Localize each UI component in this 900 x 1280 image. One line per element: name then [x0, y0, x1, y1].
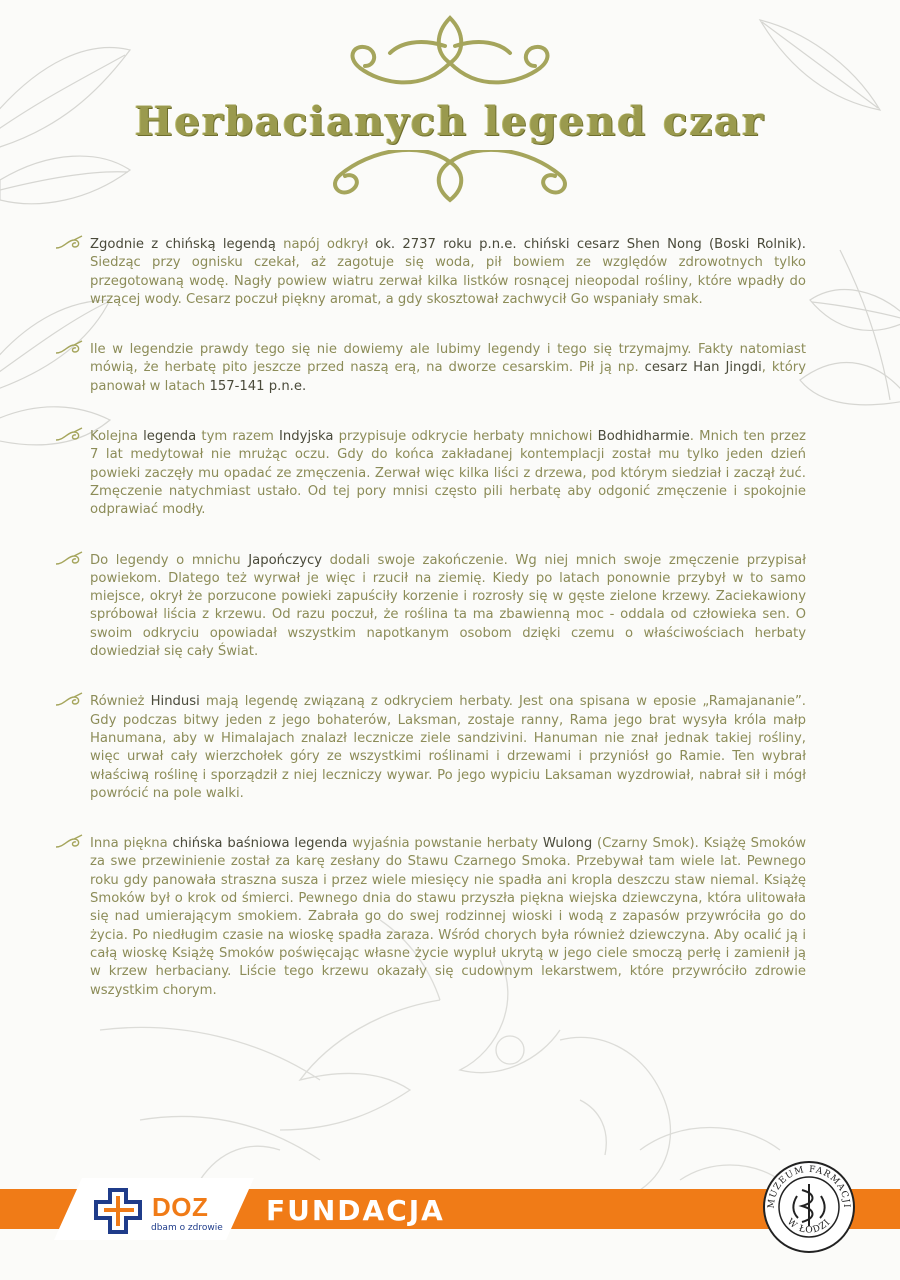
paragraph-hindu: [90, 693, 806, 803]
highlighted-text: 157-141 p.n.e.: [209, 378, 307, 394]
bottom-flourish-ornament: [320, 150, 580, 210]
paragraph-shen-nong: [90, 236, 806, 309]
paragraph-text: Inna piękna: [90, 836, 173, 852]
paragraph-text: . Mnich ten przez 7 lat medytował nie mrużąc oczu. Gdy do końca zakładanej kontemplacji został mu tylko jeden dzień powieki zaczęły mu opadać ze zmęczenia. Zerwał więc kilka liści z drzewa, pod którym siedział i zaczął żuć. Zmęczenie natychmiast ustało. Od tej pory mnisi często pili herbatę aby odgonić zmęczenie i spokojnie odprawiać modły.: [90, 429, 806, 518]
fundacja-label: FUNDACJA: [266, 1194, 445, 1227]
swirl-bullet-icon: [54, 339, 84, 359]
swirl-bullet-icon: [54, 833, 84, 853]
highlighted-text: cesarz Han Jingdi: [644, 360, 762, 376]
paragraph-text: , który panował w latach: [90, 360, 807, 394]
doz-brand-name: DOZ: [152, 1192, 209, 1222]
highlighted-text: Zgodnie z chińską legendą: [90, 237, 276, 252]
paragraph-text: przypisuje odkrycie herbaty mnichowi: [333, 429, 598, 445]
swirl-bullet-icon: [54, 550, 84, 570]
paragraph-wulong: [90, 835, 806, 1000]
paragraph-text: napój odkrył: [275, 237, 376, 252]
page-title: Herbacianych legend czar: [134, 98, 766, 145]
legend-text-column: [90, 236, 806, 1000]
paragraph-text: Kolejna: [90, 429, 144, 445]
paragraph-text: (Czarny Smok). Książę Smoków za swe przewinienie został za karę zesłany do Stawu Czarnego Smoka. Przebywał tam wiele lat. Pewnego roku gdy panowała straszna susza i przez wiele miesięcy nie spadła ani kropla deszczu staw niemal. Książę Smoków był o krok od śmierci. Pewnego dnia do stawu przyszła piękna wiejska dziewczyna, która ulitowała się nad umierającym smokiem. Zabrała go do swej rodzinnej wioski i wodą z zapasów przywróciła go do życia. Po niedługim czasie na wioskę spadła zaraza. Wśród chorych była również dziewczyna. Aby ocalić ją i całą wioskę Książę Smoków poświęcając własne życie wypluł ukrytą w jego ciele smoczą perłę i zamienił ją w krzew herbaciany. Liście tego krzewu okazały się cudownym lekarstwem, które przywróciło zdrowie wszystkim chorym.: [90, 836, 806, 998]
paragraph-han-jingdi: [90, 341, 806, 396]
seal-text-bottom: W ŁODZI: [784, 1217, 834, 1236]
paragraph-text: Do legendy o mnichu: [90, 552, 249, 568]
highlighted-text: legenda: [143, 429, 197, 445]
museum-seal-logo: [762, 1160, 856, 1254]
paragraph-bodhidharma: [90, 428, 806, 519]
doz-brand-tagline: dbam o zdrowie: [151, 1223, 223, 1233]
top-flourish-ornament: [320, 8, 580, 94]
highlighted-text: Bodhidharmie: [597, 429, 690, 445]
paragraph-text: Również: [90, 694, 151, 710]
paragraph-text: mają legendę związaną z odkryciem herbaty. Jest ona spisana w eposie „Ramajananie”. Gdy podczas bitwy jeden z jego bohaterów, Laksman, zostaje ranny, Rama jego brat wysyła króla małp Hanumana, aby w Himalajach znalazł lecznicze ziele sandzivini. Hanuman nie znał jednak takiej rośliny, więc urwał cały wierzchołek góry ze wszystkimi roślinami i drzewami i przyniósł go Ramie. Ten wybrał właściwą roślinę i sporządził z niej leczniczy wywar. Po jego wypiciu Laksaman wyzdrowiał, nabrał sił i mógł powrócić na pole walki.: [90, 694, 806, 801]
swirl-bullet-icon: [54, 234, 84, 254]
paragraph-text: dodali swoje zakończenie. Wg niej mnich swoje zmęczenie przypisał powiekom. Dlatego też wyrwał je więc i rzucił na ziemię. Kiedy po latach ponownie przybył w to samo miejsce, okrył że porzucone powieki zapuściły korzenie i rozrosły się w gęste zielone krzewy. Zaciekawiony spróbował liścia z krzewu. Od razu poczuł, że roślina ta ma zbawienną moc - oddala od człowieka sen. O swoim odkryciu opowiadał wszystkim napotkanym osobom dzięki czemu o właściwościach herbaty dowiedział się cały Świat.: [90, 552, 806, 660]
paragraph-text: Siedząc przy ognisku czekał, aż zagotuje się woda, pił bowiem ze względów zdrowotnych tylko przegotowaną wodę. Nagły powiew wiatru zerwał kilka listków rosnącej nieopodal rośliny, które wpadły do wrzącej wody. Cesarz poczuł piękny aromat, a gdy skosztował zachwycił Go wspaniały smak.: [90, 255, 806, 307]
paragraph-text: tym razem: [196, 429, 280, 445]
paragraph-text: wyjaśnia powstanie herbaty: [347, 836, 543, 852]
swirl-bullet-icon: [54, 426, 84, 446]
seal-text-top: MUZEUM FARMACJI: [766, 1164, 852, 1209]
highlighted-text: Wulong: [542, 836, 593, 852]
swirl-bullet-icon: [54, 691, 84, 711]
highlighted-text: Indyjska: [279, 429, 334, 445]
highlighted-text: Hindusi: [150, 694, 200, 710]
highlighted-text: ok. 2737 roku p.n.e. chiński cesarz Shen Nong (Boski Rolnik).: [375, 237, 806, 252]
paragraph-text: Ile w legendzie prawdy tego się nie dowiemy ale lubimy legendy i tego się trzymajmy. Fakty natomiast mówią, że herbatę pito jeszcze przed naszą erą, na dworze cesarskim. Pił ją np.: [90, 342, 806, 376]
highlighted-text: Japończycy: [248, 552, 323, 568]
paragraph-japanese: [90, 552, 806, 662]
highlighted-text: chińska baśniowa legenda: [172, 836, 348, 852]
